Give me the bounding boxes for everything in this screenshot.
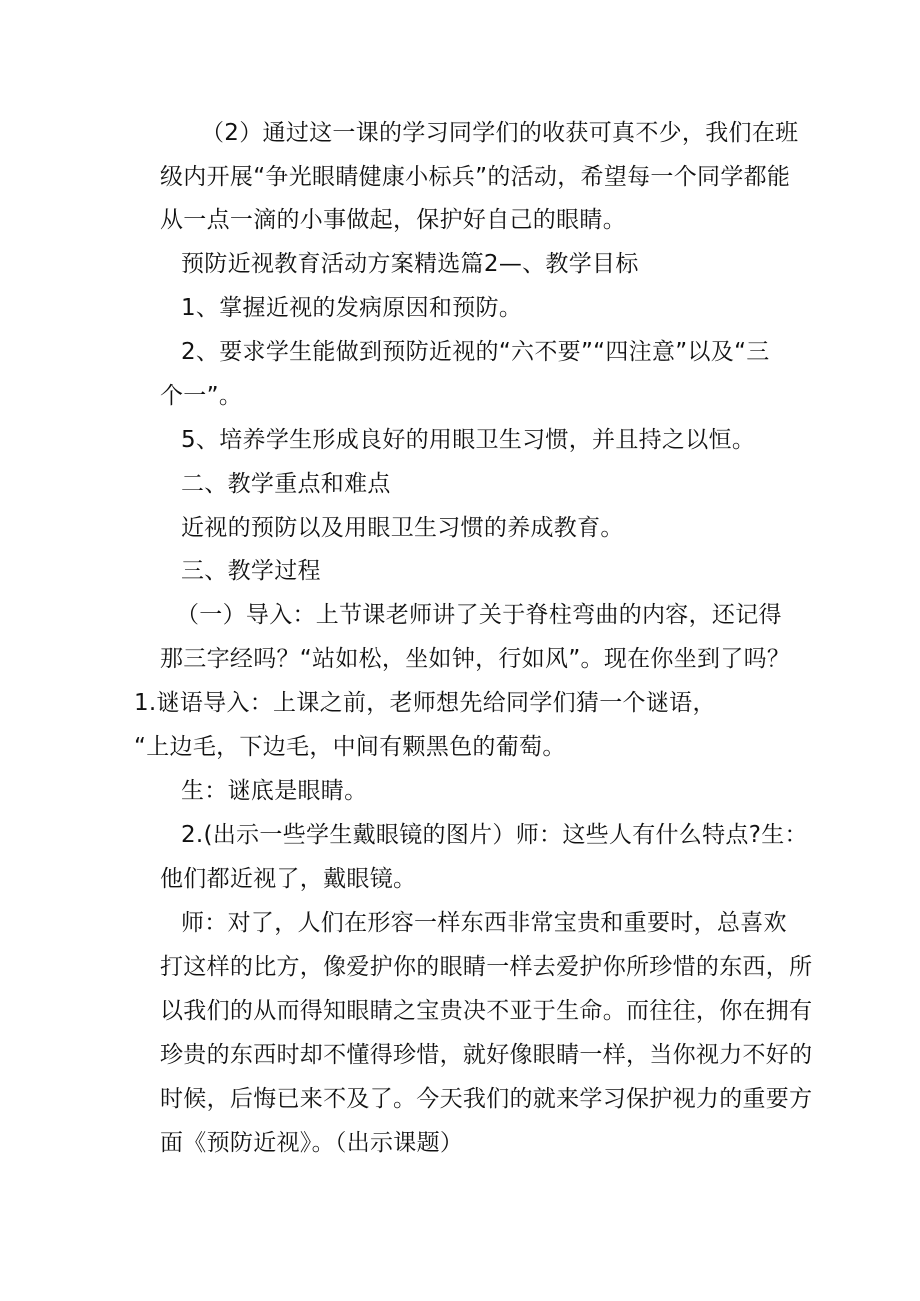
- text-line: 1.谜语导入：上课之前，老师想先给同学们猜一个谜语，: [134, 690, 716, 716]
- text-line: 5、培养学生形成良好的用眼卫生习惯，并且持之以恒。: [181, 427, 756, 453]
- text-line: 珍贵的东西时却不懂得珍惜，就好像眼睛一样，当你视力不好的: [160, 1042, 813, 1068]
- text-line: 2、要求学生能做到预防近视的“六不要”“四注意”以及“三: [181, 339, 770, 365]
- text-line: 时候，后悔已来不及了。今天我们的就来学习保护视力的重要方: [160, 1086, 813, 1112]
- text-line: 面《预防近视》。（出示课题）: [160, 1130, 464, 1156]
- section-heading: 三、教学过程: [181, 558, 321, 584]
- text-line: 个一”。: [160, 383, 243, 409]
- text-line: 近视的预防以及用眼卫生习惯的养成教育。: [181, 515, 624, 541]
- text-line: 从一点一滴的小事做起，保护好自己的眼睛。: [160, 207, 626, 233]
- text-line: （一）导入：上节课老师讲了关于脊柱弯曲的内容，还记得: [176, 602, 782, 628]
- text-line: 2.(出示一些学生戴眼镜的图片）师：这些人有什么特点?生：: [181, 822, 808, 848]
- text-line: 1、掌握近视的发病原因和预防。: [181, 295, 523, 321]
- text-line: 那三字经吗？“站如松，坐如钟，行如风”。现在你坐到了吗？: [160, 646, 791, 672]
- text-line: 生：谜底是眼睛。: [181, 778, 368, 804]
- text-line: “上边毛，下边毛，中间有颗黑色的葡萄。: [134, 734, 566, 760]
- text-line: （2）通过这一课的学习同学们的收获可真不少，我们在班: [201, 120, 799, 146]
- text-line: 级内开展“争光眼睛健康小标兵”的活动，希望每一个同学都能: [160, 164, 791, 190]
- text-line: 师：对了，人们在形容一样东西非常宝贵和重要时，总喜欢: [181, 910, 787, 936]
- text-line: 以我们的从而得知眼睛之宝贵决不亚于生命。而往往，你在拥有: [160, 998, 813, 1024]
- section-heading: 预防近视教育活动方案精选篇2—、教学目标: [181, 251, 639, 277]
- section-heading: 二、教学重点和难点: [181, 471, 391, 497]
- text-line: 打这样的比方，像爱护你的眼睛一样去爱护你所珍惜的东西，所: [160, 954, 813, 980]
- text-line: 他们都近视了，戴眼镜。: [160, 866, 417, 892]
